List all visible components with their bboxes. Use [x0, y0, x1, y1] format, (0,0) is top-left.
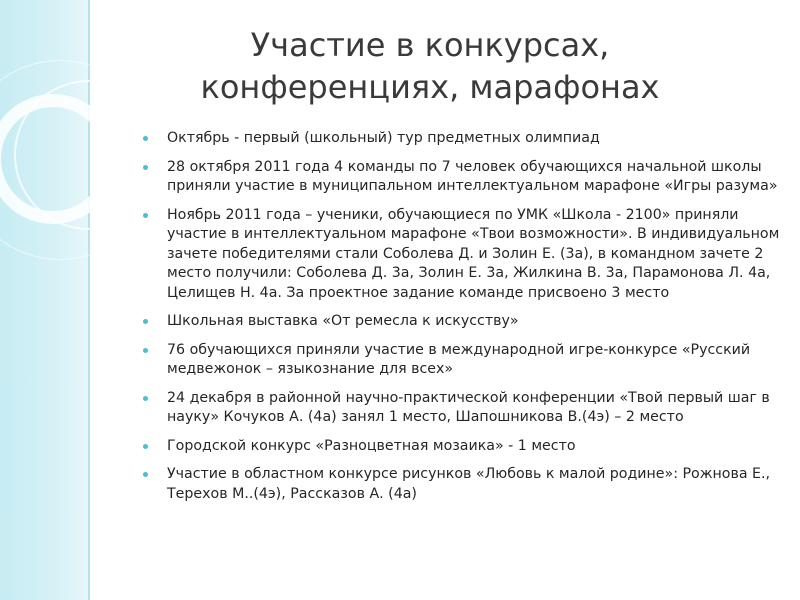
bullet-icon — [143, 396, 148, 401]
bullet-icon — [143, 319, 148, 324]
bullet-item — [142, 341, 782, 380]
bullet-icon — [143, 213, 148, 218]
slide-title — [150, 24, 710, 108]
bullet-text: Участие в областном конкурсе рисунков «Любовь к малой родине»: Рожнова Е., Терехов М..(4э), Рассказов А. (4а) — [167, 466, 771, 502]
bullet-item — [142, 389, 782, 428]
bullet-item — [142, 437, 782, 457]
bullet-item — [142, 465, 782, 504]
bullet-text: 24 декабря в районной научно-практической конференции «Твой первый шаг в науку» Кочуков А. (4а) занял 1 место, Шапошникова В.(4э) – 2 место — [167, 389, 770, 425]
bullet-text: Ноябрь 2011 года – ученики, обучающиеся по УМК «Школа - 2100» приняли участие в интеллектуальном марафоне «Твои возможности». В индивидуальном зачете победителями стали Соболева Д. и Золин Е. (3а), в командном зачете 2 место получили: Соболева Д. 3а, Золин Е. 3а, Жилкина В. 3а, Парамонова Л. 4а, Целищев Н. 4а. За проектное задание команде присвоено 3 место — [167, 206, 780, 301]
bullet-item — [142, 158, 782, 197]
bullet-icon — [143, 444, 148, 449]
bullet-text: Октябрь - первый (школьный) тур предметных олимпиад — [167, 130, 600, 146]
bullet-item — [142, 129, 782, 149]
bullet-item — [142, 312, 782, 332]
bullet-icon — [143, 165, 148, 170]
bullet-icon — [143, 136, 148, 141]
bullet-icon — [143, 348, 148, 353]
slide-title-line-2: конференциях, марафонах — [200, 68, 660, 106]
bullet-list — [142, 129, 782, 513]
bullet-item — [142, 206, 782, 304]
bullet-text: 76 обучающихся приняли участие в международной игре-конкурсе «Русский медвежонок – языкознание для всех» — [167, 341, 751, 377]
bullet-text: Городской конкурс «Разноцветная мозаика» - 1 место — [167, 437, 576, 454]
slide-title-line-1: Участие в конкурсах, — [250, 26, 610, 64]
bullet-text: Школьная выставка «От ремесла к искусству» — [167, 313, 519, 329]
bullet-icon — [143, 472, 148, 477]
bullet-text: 28 октября 2011 года 4 команды по 7 человек обучающихся начальной школы приняли участие в муниципальном интеллектуальном марафоне «Игры разума» — [167, 158, 778, 194]
